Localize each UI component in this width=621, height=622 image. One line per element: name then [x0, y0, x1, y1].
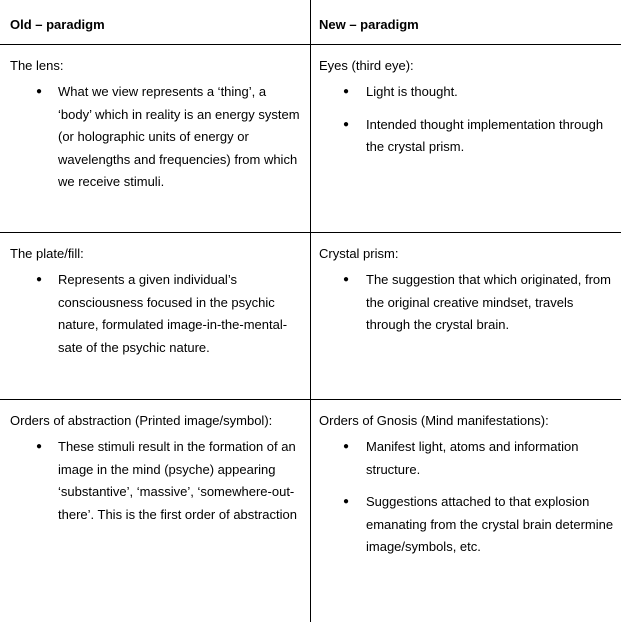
bullet-list: [319, 436, 615, 559]
cell-crystal-prism: [311, 243, 621, 337]
bullet-icon: ●: [343, 118, 350, 130]
cell-plate-fill: [0, 243, 310, 359]
row-divider: [0, 399, 621, 400]
list-item: ● Manifest light, atoms and information structure.: [319, 436, 615, 481]
list-item: ● These stimuli result in the formation of an image in the mind (psyche) appearing ‘substantive’, ‘massive’, ‘somewhere-out-there’. This is the first order of abstraction: [10, 436, 302, 526]
list-item: ● What we view represents a ‘thing’, a ‘body’ which in reality is an energy system (or holographic units of energy or wavelengths and frequencies) from which we receive stimuli.: [10, 81, 302, 194]
header-new-paradigm: New – paradigm: [319, 17, 419, 32]
cell-eyes: [311, 55, 621, 159]
cell-orders-of-gnosis: [311, 410, 621, 559]
list-item: ● Represents a given individual’s consciousness focused in the psychic nature, formulated image-in-the-mental-sate of the psychic nature.: [10, 269, 302, 359]
row-divider: [0, 232, 621, 233]
cell-title: Orders of Gnosis (Mind manifestations):: [319, 413, 549, 428]
bullet-icon: ●: [36, 274, 43, 285]
list-item: ● The suggestion that which originated, from the original creative mindset, travels through the crystal brain.: [319, 269, 615, 337]
row-divider: [0, 44, 621, 45]
list-item: ● Light is thought.: [319, 81, 615, 104]
bullet-list: [10, 269, 302, 359]
bullet-icon: ●: [343, 86, 350, 97]
bullet-icon: ●: [36, 441, 43, 452]
bullet-list: [319, 81, 615, 159]
bullet-list: [319, 269, 615, 337]
header-old-paradigm: Old – paradigm: [10, 17, 105, 32]
cell-orders-of-abstraction: [0, 410, 310, 526]
cell-title: The lens:: [10, 58, 64, 73]
bullet-list: [10, 436, 302, 526]
bullet-icon: ●: [343, 441, 350, 452]
bullet-icon: ●: [36, 86, 43, 97]
cell-title: Orders of abstraction (Printed image/symbol):: [10, 413, 273, 428]
cell-title: Eyes (third eye):: [319, 58, 414, 73]
cell-lens: [0, 55, 310, 194]
cell-title: The plate/fill:: [10, 246, 84, 261]
bullet-icon: ●: [343, 274, 350, 285]
cell-title: Crystal prism:: [319, 246, 399, 261]
list-item: ● Intended thought implementation through the crystal prism.: [319, 114, 615, 159]
bullet-list: [10, 81, 302, 194]
list-item: ● Suggestions attached to that explosion emanating from the crystal brain determine image/symbols, etc.: [319, 491, 615, 559]
bullet-icon: ●: [343, 496, 350, 507]
